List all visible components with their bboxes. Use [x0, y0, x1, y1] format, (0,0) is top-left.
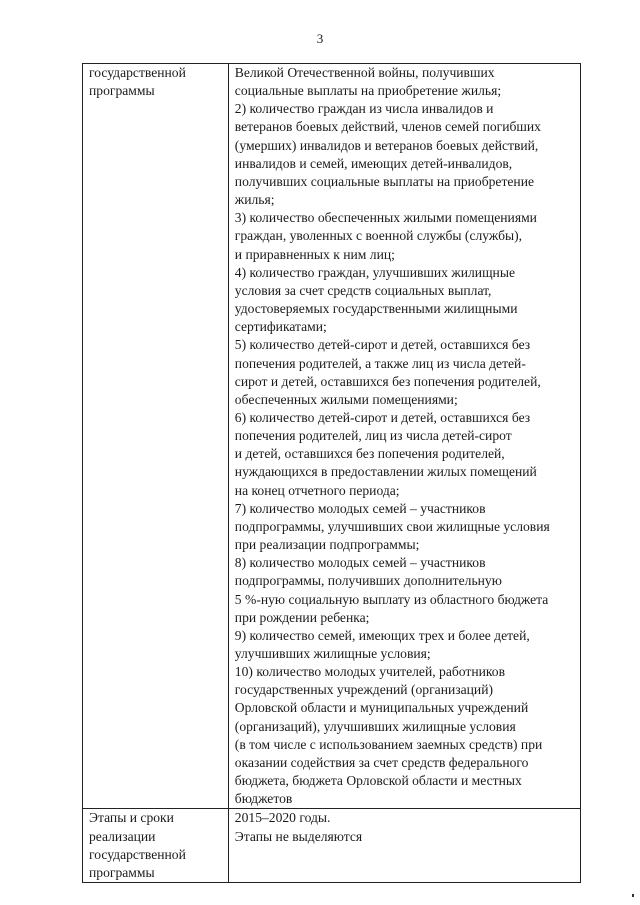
row-label-cell — [83, 64, 229, 809]
text-line: 5 %-ную социальную выплату из областного бюджета — [234, 591, 549, 607]
text-line: реализации — [89, 828, 156, 844]
text-line: Этапы и сроки — [89, 810, 174, 826]
text-line: 7) количество молодых семей – участников — [234, 500, 486, 516]
text-line: жилья; — [234, 192, 275, 208]
text-line: государственной — [89, 65, 186, 80]
text-line: (умерших) инвалидов и ветеранов боевых действий, — [234, 137, 539, 153]
text-line: подпрограммы, улучшивших свои жилищные условия — [234, 518, 550, 534]
text-line: граждан, уволенных с военной службы (службы), — [234, 228, 523, 244]
text-line: сирот и детей, оставшихся без попечения родителей, — [234, 373, 541, 389]
text-line: 9) количество семей, имеющих трех и более детей, — [234, 627, 530, 643]
text-line: государственной — [89, 846, 186, 862]
text-line: попечения родителей, а также лиц из числа детей- — [234, 355, 526, 371]
text-line: улучшивших жилищные условия; — [234, 646, 431, 661]
text-line: программы — [89, 864, 155, 880]
text-line: 2015–2020 годы. — [234, 810, 331, 826]
text-line: попечения родителей, лиц из числа детей-сирот — [234, 428, 512, 444]
text-line: и детей, оставшихся без попечения родителей, — [234, 446, 505, 462]
text-line: бюджетов — [234, 791, 293, 807]
text-line: (организаций), улучшивших жилищные условия — [234, 718, 516, 734]
text-line: 6) количество детей-сирот и детей, оставшихся без — [234, 409, 531, 425]
text-line: 5) количество детей-сирот и детей, оставшихся без — [234, 337, 531, 353]
text-line: на конец отчетного периода; — [234, 482, 400, 498]
text-line: 8) количество молодых семей – участников — [234, 555, 486, 571]
text-line: удостоверяемых государственными жилищными — [234, 301, 518, 317]
text-line: подпрограммы, получивших дополнительную — [234, 573, 502, 589]
text-line: Орловской области и муниципальных учреждений — [234, 700, 529, 716]
text-line: Великой Отечественной войны, получивших — [234, 65, 495, 80]
text-line: инвалидов и семей, имеющих детей-инвалидов, — [234, 155, 513, 171]
text-line: 3) количество обеспеченных жилыми помещениями — [234, 210, 537, 226]
text-line: оказании содействия за счет средств федерального — [234, 754, 529, 770]
text-line: нуждающихся в предоставлении жилых помещений — [234, 464, 537, 480]
text-line: 10) количество молодых учителей, работников — [234, 664, 506, 680]
text-line: при рождении ребенка; — [234, 609, 370, 625]
row-content-cell — [228, 64, 580, 809]
table-row — [83, 809, 581, 883]
text-line: и приравненных к ним лиц; — [234, 246, 395, 262]
passport-table — [82, 63, 581, 883]
text-line: Этапы не выделяются — [234, 828, 363, 844]
text-line: получивших социальные выплаты на приобретение — [234, 173, 535, 189]
text-line: 4) количество граждан, улучшивших жилищные — [234, 264, 515, 280]
text-line: бюджета, бюджета Орловской области и местных — [234, 773, 522, 789]
text-line: социальные выплаты на приобретение жилья; — [234, 83, 502, 99]
text-line: 2) количество граждан из числа инвалидов и — [234, 101, 494, 117]
text-line: сертификатами; — [234, 319, 327, 335]
text-line: (в том числе с использованием заемных средств) при — [234, 736, 543, 752]
table-row — [83, 64, 581, 809]
text-line: при реализации подпрограммы; — [234, 537, 420, 553]
scan-artifact — [632, 894, 634, 897]
text-line: обеспеченных жилыми помещениями; — [234, 391, 458, 407]
text-line: условия за счет средств социальных выплат, — [234, 282, 492, 298]
row-content-cell — [228, 809, 580, 883]
text-line: государственных учреждений (организаций) — [234, 682, 493, 698]
row-label-cell — [83, 809, 229, 883]
page-number: 3 — [316, 31, 324, 46]
text-line: ветеранов боевых действий, членов семей погибших — [234, 119, 541, 135]
text-line: программы — [89, 83, 155, 99]
